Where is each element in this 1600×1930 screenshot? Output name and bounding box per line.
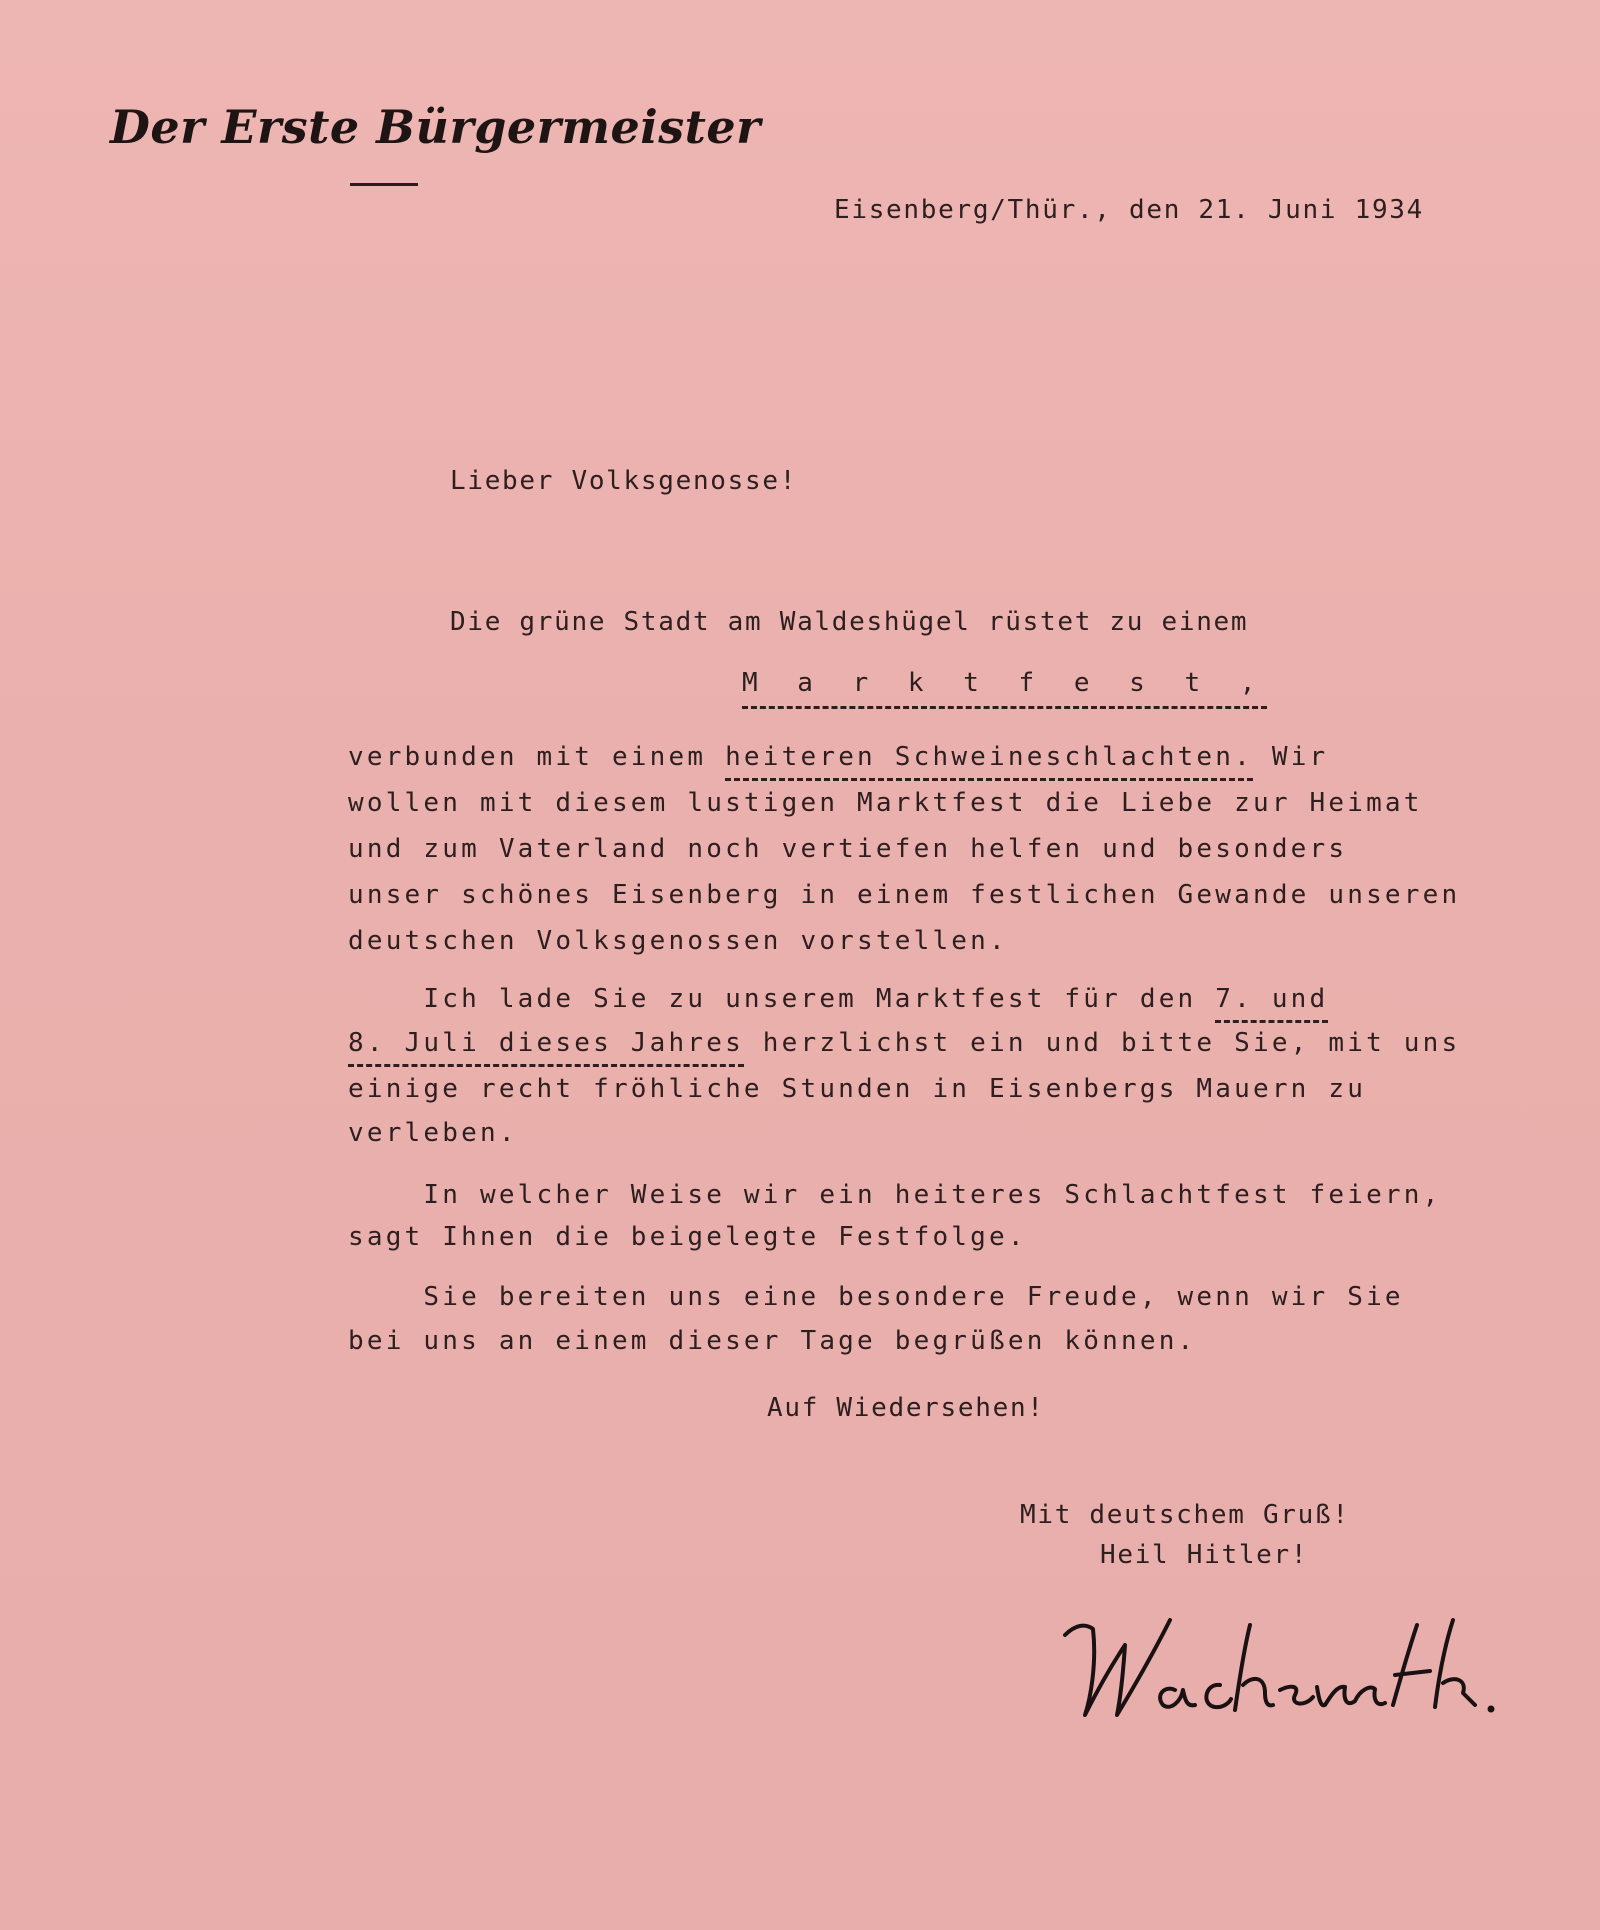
paragraph-2-line: verleben.	[348, 1118, 518, 1148]
paragraph-1-line: unser schönes Eisenberg in einem festlichen Gewande unseren	[348, 880, 1461, 910]
paragraph-2-line: einige recht fröhliche Stunden in Eisenbergs Mauern zu	[348, 1074, 1367, 1104]
handwritten-signature	[1055, 1605, 1505, 1735]
paragraph-2-line	[348, 1028, 1460, 1058]
paragraph-1-intro: Die grüne Stadt am Waldeshügel rüstet zu einem	[450, 607, 1249, 637]
text-span: verbunden mit einem	[348, 742, 726, 772]
underlined-text: heiteren Schweineschlachten.	[725, 742, 1253, 781]
closing-line: Auf Wiedersehen!	[767, 1393, 1045, 1423]
paragraph-1-line: deutschen Volksgenossen vorstellen.	[348, 926, 1008, 956]
paragraph-1-line	[348, 742, 1328, 772]
paragraph-1-line: und zum Vaterland noch vertiefen helfen und besonders	[348, 834, 1348, 864]
date-line: Eisenberg/Thür., den 21. Juni 1934	[834, 195, 1425, 225]
underlined-text: 8. Juli dieses Jahres	[348, 1028, 744, 1067]
text-span: Wir	[1252, 742, 1329, 772]
letterhead-title: Der Erste Bürgermeister	[110, 100, 761, 154]
paragraph-3-line: In welcher Weise wir ein heiteres Schlachtfest feiern,	[348, 1180, 1442, 1210]
paragraph-3-line: sagt Ihnen die beigelegte Festfolge.	[348, 1222, 1027, 1252]
greeting-line-1: Mit deutschem Gruß!	[1020, 1500, 1350, 1530]
underlined-text: 7. und	[1215, 984, 1328, 1023]
text-span: herzlichst ein und bitte Sie, mit uns	[743, 1028, 1461, 1058]
paragraph-2-line	[348, 984, 1328, 1014]
paragraph-4-line: Sie bereiten uns eine besondere Freude, wenn wir Sie	[348, 1282, 1404, 1312]
salutation: Lieber Volksgenosse!	[450, 466, 798, 496]
paragraph-1-line: wollen mit diesem lustigen Marktfest die Liebe zur Heimat	[348, 788, 1423, 818]
letterhead-rule	[350, 183, 418, 186]
greeting-line-2: Heil Hitler!	[1100, 1540, 1309, 1570]
paragraph-4-line: bei uns an einem dieser Tage begrüßen können.	[348, 1326, 1197, 1356]
text-span: Ich lade Sie zu unserem Marktfest für den	[348, 984, 1216, 1014]
event-title: M a r k t f e s t ,	[742, 668, 1267, 709]
